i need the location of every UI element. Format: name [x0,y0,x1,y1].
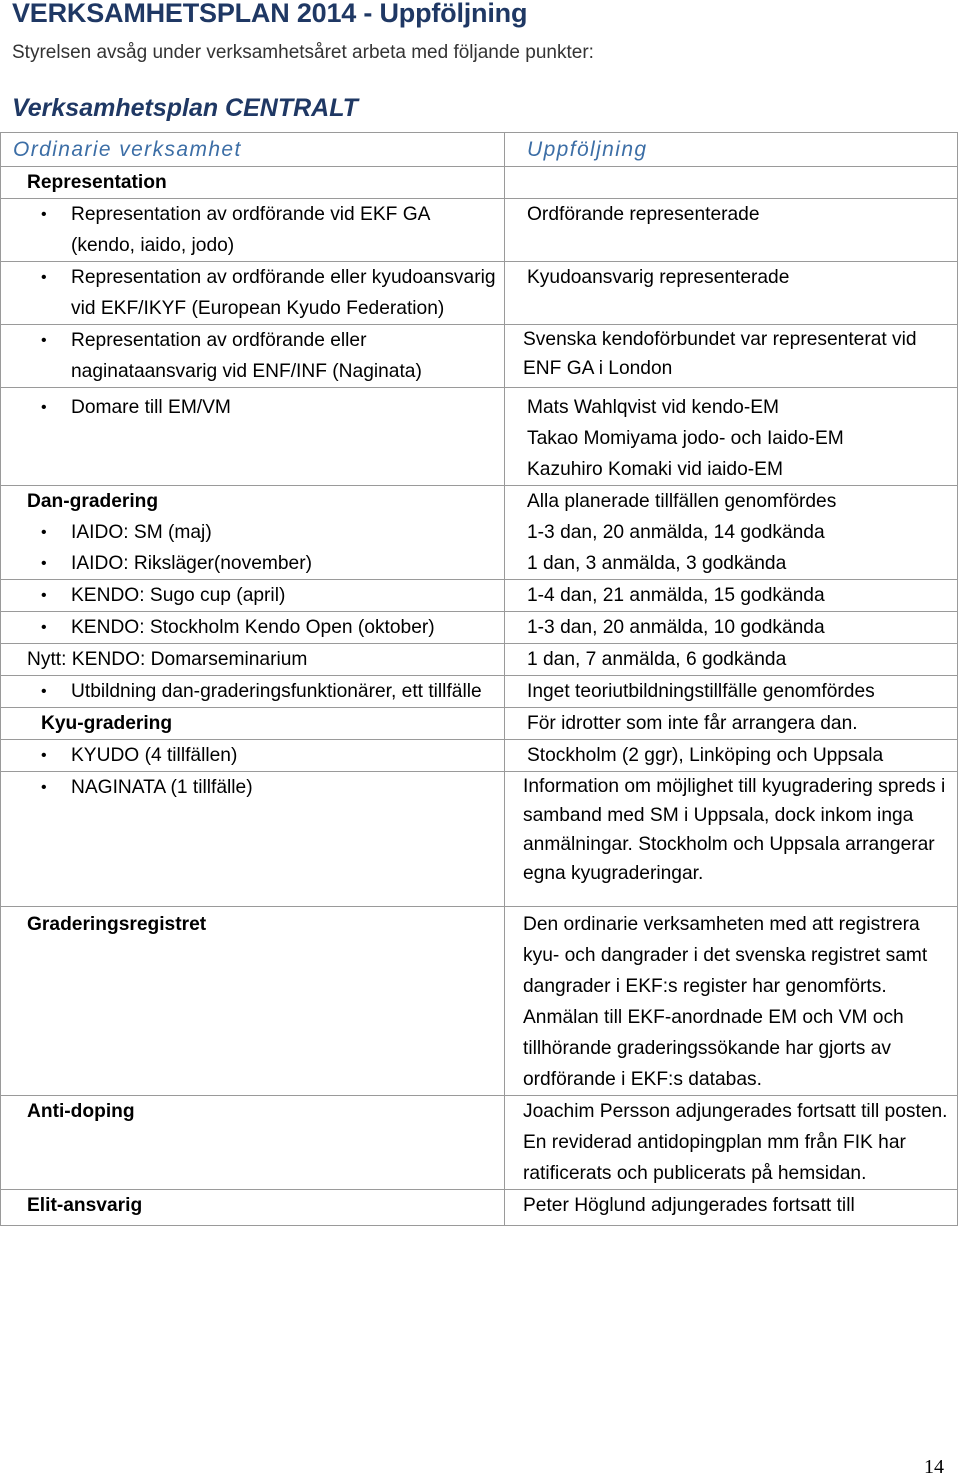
cell-followup: För idrotter som inte får arrangera dan. [505,708,958,740]
table-row [1,708,958,740]
heading-graderingsregistret: Graderingsregistret [1,907,505,1096]
list-item: • Utbildning dan-graderingsfunktionärer, ett tillfälle [27,676,496,707]
bullet-list [27,517,496,579]
table-row [1,740,958,772]
heading-anti-doping: Anti-doping [1,1096,505,1190]
table-row [1,262,958,325]
table-row [1,325,958,388]
cell-left [1,772,505,907]
list-item: • KENDO: Sugo cup (april) [27,580,496,611]
cell-followup: Ordförande representerade [505,199,958,262]
cell-seminar: Nytt: KENDO: Domarseminarium [1,644,505,676]
heading-elit-ansvarig: Elit-ansvarig [1,1190,505,1226]
cell-followup [505,907,958,1096]
bullet-list [27,580,496,611]
empty-cell [505,167,958,199]
bullet-list [27,392,496,423]
table-row [1,644,958,676]
followup-line: 1-3 dan, 20 anmälda, 14 godkända [527,522,825,543]
page-title: VERKSAMHETSPLAN 2014 - Uppföljning [12,0,528,28]
cell-followup [505,486,958,580]
bullet-list [27,325,496,387]
followup-line: 1 dan, 3 anmälda, 3 godkända [527,553,787,574]
bullet-list [27,676,496,707]
heading-kyu-gradering: Kyu-gradering [41,713,173,734]
table-row [1,907,958,1096]
cell-left [1,612,505,644]
table-row [1,772,958,907]
header-uppfoljning: Uppföljning [505,133,958,167]
followup-paragraph: Den ordinarie verksamheten med att registrera kyu- och dangrader i det svenska registret samt dangrader i EKF:s register har genomförts. [523,914,928,997]
cell-left [1,580,505,612]
cell-left [1,486,505,580]
cell-followup: Joachim Persson adjungerades fortsatt till posten. En reviderad antidopingplan mm från FIK har ratificerats och publicerats på hemsidan. [505,1096,958,1190]
cell-followup: 1-3 dan, 20 anmälda, 10 godkända [505,612,958,644]
cell-left [1,740,505,772]
followup-line: Takao Momiyama jodo- och Iaido-EM [527,428,844,449]
list-item: • IAIDO: Riksläger(november) [27,548,496,579]
cell-followup: Stockholm (2 ggr), Linköping och Uppsala [505,740,958,772]
cell-followup [505,388,958,486]
table-row [1,388,958,486]
cell-left [1,199,505,262]
heading-representation: Representation [1,167,505,199]
table-row [1,580,958,612]
cell-followup: Svenska kendoförbundet var representerat vid ENF GA i London [505,325,958,388]
cell-left [1,325,505,388]
list-item: • Domare till EM/VM [27,392,496,423]
cell-followup: Information om möjlighet till kyugradering spreds i samband med SM i Uppsala, dock inkom inga anmälningar. Stockholm och Uppsala arrangerar egna kyugraderingar. [505,772,958,907]
list-item: • NAGINATA (1 tillfälle) [27,772,496,803]
bullet-list [27,262,496,324]
table-row [1,1190,958,1226]
bullet-list [27,772,496,803]
cell-followup: Peter Höglund adjungerades fortsatt till [505,1190,958,1226]
activity-table [0,132,958,1226]
followup-paragraph: Anmälan till EKF-anordnade EM och VM och tillhörande graderingssökande har gjorts av ordförande i EKF:s databas. [523,1007,904,1090]
section-title: Verksamhetsplan CENTRALT [12,94,358,122]
header-ordinarie: Ordinarie verksamhet [1,133,505,167]
followup-line: Kazuhiro Komaki vid iaido-EM [527,459,783,480]
table-row [1,612,958,644]
intro-text: Styrelsen avsåg under verksamhetsåret arbeta med följande punkter: [12,42,594,63]
followup-line: Alla planerade tillfällen genomfördes [527,491,837,512]
list-item: • KYUDO (4 tillfällen) [27,740,496,771]
table-row [1,486,958,580]
cell-left [1,708,505,740]
list-item: • IAIDO: SM (maj) [27,517,496,548]
cell-followup: Inget teoriutbildningstillfälle genomfördes [505,676,958,708]
table-header-row [1,133,958,167]
list-item: • Representation av ordförande eller kyudoansvarig vid EKF/IKYF (European Kyudo Federation) [27,262,496,324]
table-row [1,676,958,708]
bullet-list [27,612,496,643]
table-row [1,199,958,262]
list-item: • Representation av ordförande vid EKF GA (kendo, iaido, jodo) [27,199,496,261]
bullet-list [27,740,496,771]
page-number: 14 [924,1456,944,1478]
cell-followup: 1 dan, 7 anmälda, 6 godkända [505,644,958,676]
cell-left [1,388,505,486]
followup-line: Mats Wahlqvist vid kendo-EM [527,397,780,418]
table-row [1,1096,958,1190]
bullet-list [27,199,496,261]
heading-dan-gradering: Dan-gradering [27,491,159,512]
cell-left [1,262,505,325]
cell-followup: 1-4 dan, 21 anmälda, 15 godkända [505,580,958,612]
list-item: • Representation av ordförande eller naginataansvarig vid ENF/INF (Naginata) [27,325,496,387]
cell-left [1,676,505,708]
list-item: • KENDO: Stockholm Kendo Open (oktober) [27,612,496,643]
cell-followup: Kyudoansvarig representerade [505,262,958,325]
table-row [1,167,958,199]
